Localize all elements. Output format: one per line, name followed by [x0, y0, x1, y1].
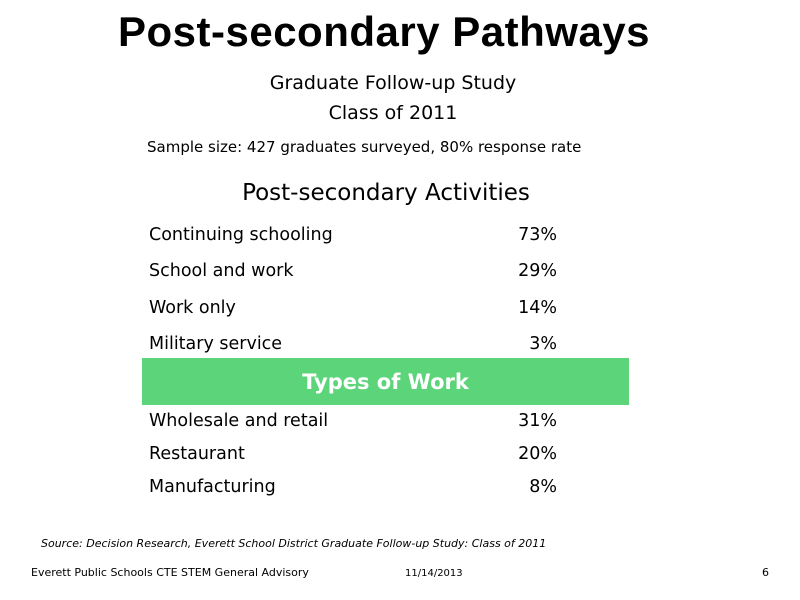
activity-value: 29% [518, 261, 557, 281]
slide-title: Post-secondary Pathways [117, 8, 651, 55]
activity-label: School and work [149, 261, 294, 281]
activity-value: 3% [529, 334, 557, 354]
work-label: Wholesale and retail [149, 411, 329, 431]
work-label: Restaurant [149, 444, 245, 464]
work-value: 20% [518, 444, 557, 464]
types-of-work-band [142, 358, 629, 405]
activity-label: Military service [149, 334, 283, 354]
activity-label: Continuing schooling [149, 225, 333, 245]
sample-size-text: Sample size: 427 graduates surveyed, 80% response rate [147, 138, 582, 156]
subtitle-line2: Class of 2011 [328, 102, 458, 124]
work-label: Manufacturing [149, 477, 276, 497]
subtitle-line1: Graduate Follow-up Study [269, 72, 517, 94]
types-of-work-heading: Types of Work [302, 370, 469, 394]
activity-value: 14% [518, 298, 557, 318]
work-value: 8% [529, 477, 557, 497]
footer-organization: Everett Public Schools CTE STEM General Advisory [31, 566, 309, 579]
work-value: 31% [518, 411, 557, 431]
activity-value: 73% [518, 225, 557, 245]
footer-date: 11/14/2013 [405, 568, 463, 579]
activities-heading: Post-secondary Activities [242, 180, 530, 206]
activity-label: Work only [149, 298, 236, 318]
page-number: 6 [762, 566, 769, 579]
source-citation: Source: Decision Research, Everett School District Graduate Follow-up Study: Class of 2011 [41, 537, 547, 550]
